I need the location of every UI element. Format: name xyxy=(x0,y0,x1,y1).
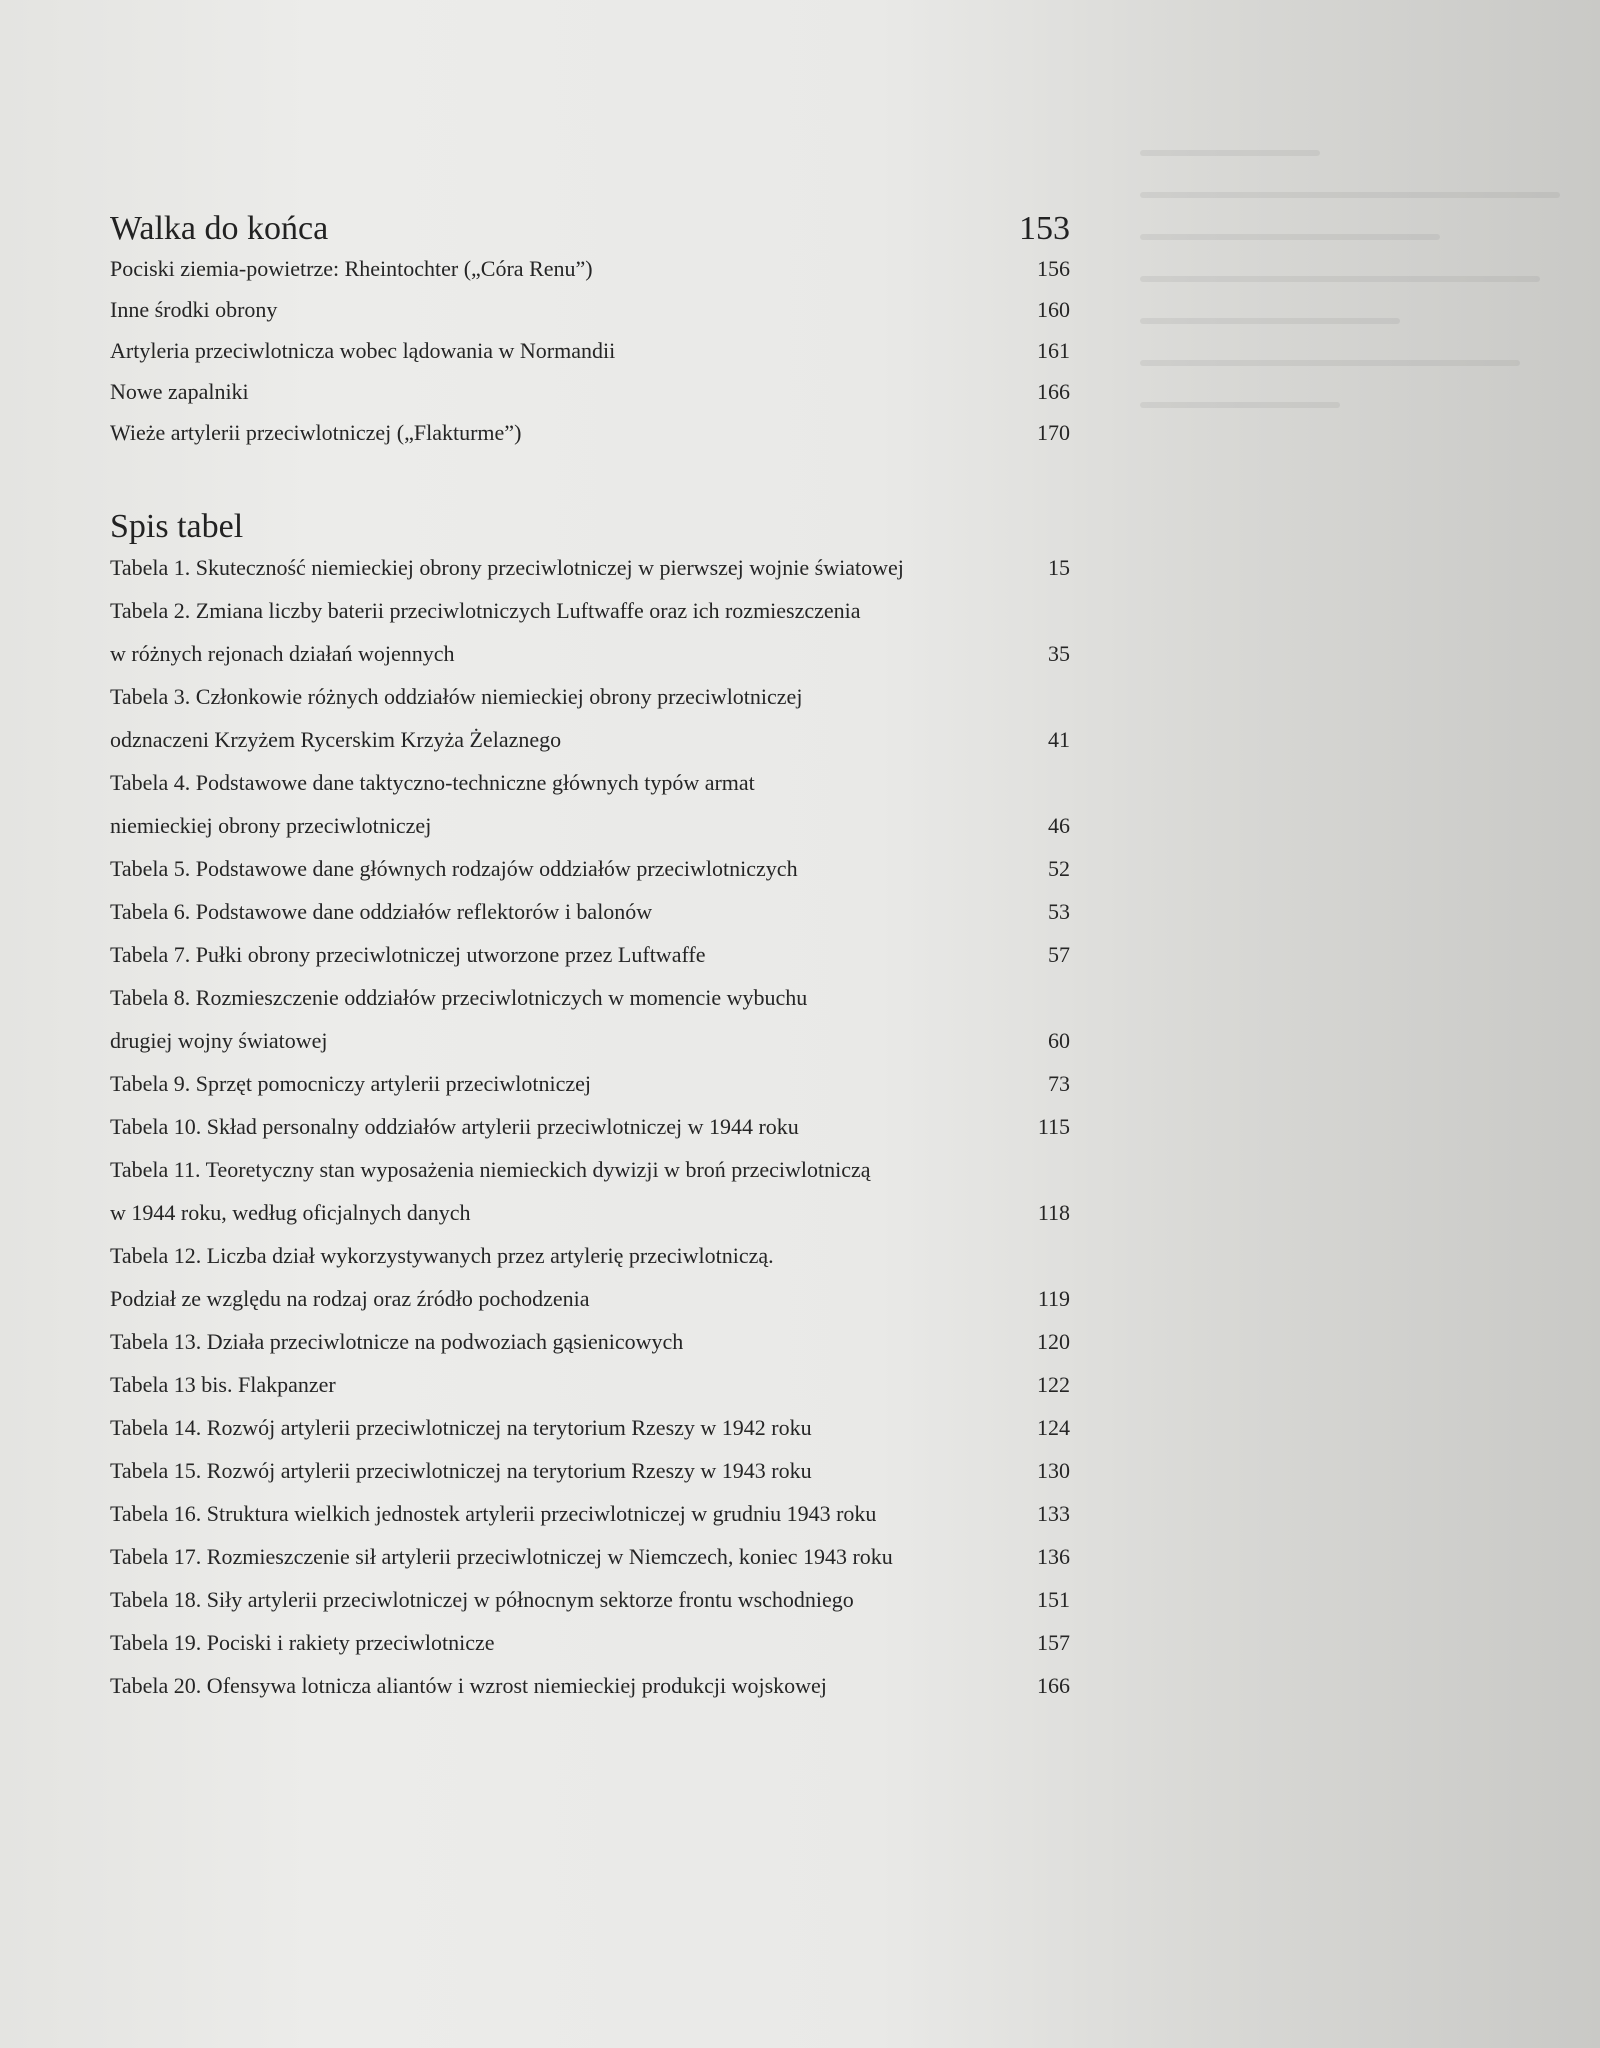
table-entry xyxy=(110,546,1070,589)
table-entry-line-1: Tabela 11. Teoretyczny stan wyposażenia niemieckich dywizji w broń przeciwlotniczą xyxy=(110,1157,871,1182)
table-entry-line-2: drugiej wojny światowej xyxy=(110,1028,328,1053)
table-entry-label: Tabela 5. Podstawowe dane głównych rodzajów oddziałów przeciwlotniczych xyxy=(110,856,798,881)
table-entry xyxy=(110,976,1070,1062)
section-spis-tabel xyxy=(110,508,1070,1707)
table-entry xyxy=(110,1062,1070,1105)
table-entry xyxy=(110,933,1070,976)
table-entry-page: 122 xyxy=(1037,1372,1070,1397)
table-entry-line-2: w różnych rejonach działań wojennych xyxy=(110,641,455,666)
toc-entry-page: 160 xyxy=(1037,297,1070,322)
table-entry-label: Tabela 14. Rozwój artylerii przeciwlotniczej na terytorium Rzeszy w 1942 roku xyxy=(110,1415,812,1440)
table-entry-line-1: Tabela 3. Członkowie różnych oddziałów niemieckiej obrony przeciwlotniczej xyxy=(110,684,803,709)
table-entry-page: 151 xyxy=(1037,1587,1070,1612)
table-entry xyxy=(110,675,1070,761)
table-entry-page: 166 xyxy=(1037,1673,1070,1698)
table-entry-label: Tabela 13 bis. Flakpanzer xyxy=(110,1372,336,1397)
section-heading-row xyxy=(110,508,1070,546)
table-entry-line-2: odznaczeni Krzyżem Rycerskim Krzyża Żelaznego xyxy=(110,727,562,752)
table-entry-page: 124 xyxy=(1037,1415,1070,1440)
toc-entry xyxy=(110,412,1070,453)
table-entry xyxy=(110,1234,1070,1320)
table-entry-page: 157 xyxy=(1037,1630,1070,1655)
bleed-through-text xyxy=(1140,150,1580,1350)
table-entry-label: Tabela 7. Pułki obrony przeciwlotniczej utworzone przez Luftwaffe xyxy=(110,942,706,967)
table-entry-page: 41 xyxy=(1048,727,1070,752)
table-entry xyxy=(110,761,1070,847)
table-entry-line-1: Tabela 2. Zmiana liczby baterii przeciwlotniczych Luftwaffe oraz ich rozmieszczenia xyxy=(110,598,861,623)
table-entry xyxy=(110,1621,1070,1664)
table-entry-line-2: niemieckiej obrony przeciwlotniczej xyxy=(110,813,432,838)
table-entry xyxy=(110,1449,1070,1492)
table-entry-label xyxy=(110,589,861,675)
table-entry xyxy=(110,1148,1070,1234)
toc-entry-label: Wieże artylerii przeciwlotniczej („Flakturme”) xyxy=(110,420,522,445)
table-entry-label: Tabela 10. Skład personalny oddziałów artylerii przeciwlotniczej w 1944 roku xyxy=(110,1114,799,1139)
table-entry xyxy=(110,1535,1070,1578)
table-entry-page: 118 xyxy=(1037,1200,1070,1225)
table-entry-page: 136 xyxy=(1037,1544,1070,1569)
toc-entry-label: Inne środki obrony xyxy=(110,297,278,322)
table-entry-page: 52 xyxy=(1048,856,1070,881)
table-entry-page: 73 xyxy=(1048,1071,1070,1096)
table-entry-label xyxy=(110,761,755,847)
table-entry-label: Tabela 17. Rozmieszczenie sił artylerii przeciwlotniczej w Niemczech, koniec 1943 roku xyxy=(110,1544,893,1569)
toc-entry-page: 161 xyxy=(1037,338,1070,363)
table-entry xyxy=(110,589,1070,675)
table-entry-line-2: Podział ze względu na rodzaj oraz źródło pochodzenia xyxy=(110,1286,590,1311)
table-entry-label: Tabela 15. Rozwój artylerii przeciwlotniczej na terytorium Rzeszy w 1943 roku xyxy=(110,1458,812,1483)
table-entry xyxy=(110,1406,1070,1449)
table-entry-line-1: Tabela 12. Liczba dział wykorzystywanych przez artylerię przeciwlotniczą. xyxy=(110,1243,774,1268)
table-entry-page: 46 xyxy=(1048,813,1070,838)
table-entry-label: Tabela 19. Pociski i rakiety przeciwlotnicze xyxy=(110,1630,495,1655)
table-entry-line-1: Tabela 4. Podstawowe dane taktyczno-techniczne głównych typów armat xyxy=(110,770,755,795)
table-entry xyxy=(110,890,1070,933)
table-entry-label xyxy=(110,1234,774,1320)
table-entry-page: 120 xyxy=(1037,1329,1070,1354)
table-entry-line-1: Tabela 8. Rozmieszczenie oddziałów przeciwlotniczych w momencie wybuchu xyxy=(110,985,808,1010)
table-entry xyxy=(110,1578,1070,1621)
table-entry xyxy=(110,1664,1070,1707)
table-entry xyxy=(110,1320,1070,1363)
table-entry-label: Tabela 6. Podstawowe dane oddziałów reflektorów i balonów xyxy=(110,899,653,924)
section-page-number: 153 xyxy=(1019,210,1070,247)
toc-entry-page: 166 xyxy=(1037,379,1070,404)
table-entry-label: Tabela 18. Siły artylerii przeciwlotniczej w północnym sektorze frontu wschodniego xyxy=(110,1587,854,1612)
toc-entry xyxy=(110,289,1070,330)
table-entry-page: 119 xyxy=(1037,1286,1070,1311)
toc-entry-label: Pociski ziemia-powietrze: Rheintochter („Córa Renu”) xyxy=(110,256,593,281)
table-entry-line-2: w 1944 roku, według oficjalnych danych xyxy=(110,1200,471,1225)
section-title: Spis tabel xyxy=(110,508,244,545)
toc-entry-page: 170 xyxy=(1037,420,1070,445)
table-entry-label: Tabela 20. Ofensywa lotnicza aliantów i wzrost niemieckiej produkcji wojskowej xyxy=(110,1673,827,1698)
toc-entry xyxy=(110,248,1070,289)
table-entry-page: 53 xyxy=(1048,899,1070,924)
table-entry-label: Tabela 9. Sprzęt pomocniczy artylerii przeciwlotniczej xyxy=(110,1071,592,1096)
table-entry-label xyxy=(110,675,802,761)
table-entry-page: 60 xyxy=(1048,1028,1070,1053)
table-entry xyxy=(110,1363,1070,1406)
table-entry-page: 15 xyxy=(1048,555,1070,580)
table-entry-page: 130 xyxy=(1037,1458,1070,1483)
table-entry-page: 57 xyxy=(1048,942,1070,967)
toc-entry-page: 156 xyxy=(1037,256,1070,281)
table-entry-page: 35 xyxy=(1048,641,1070,666)
table-entry-page: 133 xyxy=(1037,1501,1070,1526)
toc-entry xyxy=(110,371,1070,412)
table-entry xyxy=(110,1105,1070,1148)
section-heading-row xyxy=(110,210,1070,248)
section-title: Walka do końca xyxy=(110,210,329,247)
toc-entry xyxy=(110,330,1070,371)
toc-entry-label: Artyleria przeciwlotnicza wobec lądowania w Normandii xyxy=(110,338,616,363)
table-entry xyxy=(110,1492,1070,1535)
table-entry-label xyxy=(110,1148,871,1234)
table-entry-page: 115 xyxy=(1037,1114,1070,1139)
table-entry-label: Tabela 13. Działa przeciwlotnicze na podwoziach gąsienicowych xyxy=(110,1329,684,1354)
section-walka-do-konca xyxy=(110,210,1070,453)
toc-entry-label: Nowe zapalniki xyxy=(110,379,249,404)
table-entry-label: Tabela 1. Skuteczność niemieckiej obrony przeciwlotniczej w pierwszej wojnie światowej xyxy=(110,555,904,580)
table-entry xyxy=(110,847,1070,890)
table-entry-label xyxy=(110,976,807,1062)
table-entry-label: Tabela 16. Struktura wielkich jednostek artylerii przeciwlotniczej w grudniu 1943 roku xyxy=(110,1501,877,1526)
